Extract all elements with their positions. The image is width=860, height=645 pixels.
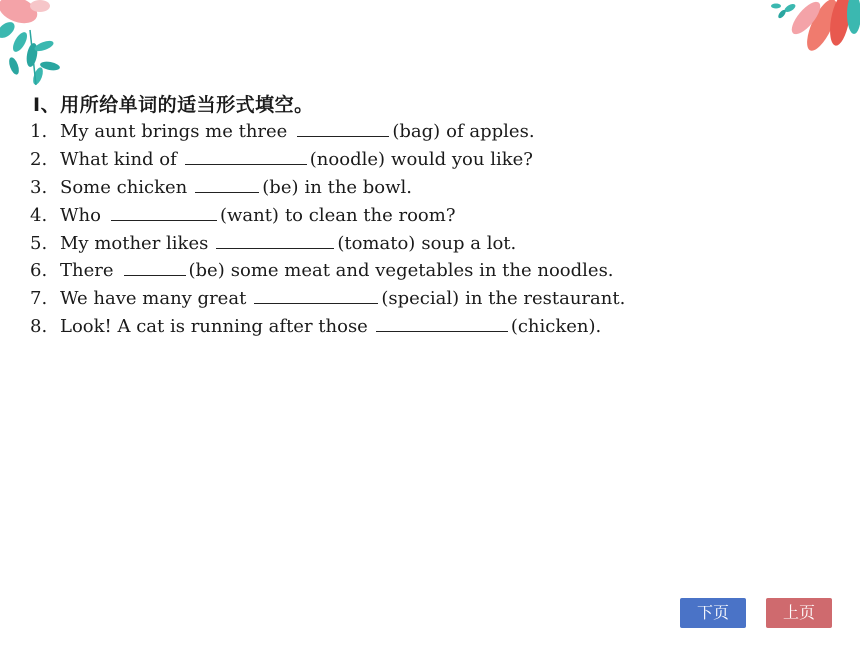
- next-page-button[interactable]: 下页: [680, 598, 746, 628]
- question-text-after: some meat and vegetables in the noodles.: [230, 260, 614, 282]
- question-text-before: My mother likes: [60, 232, 209, 254]
- question-text-before: Some chicken: [60, 176, 188, 198]
- question-number: 5.: [30, 232, 48, 254]
- word-hint: (tomato): [337, 232, 416, 254]
- question-1: [30, 118, 830, 146]
- question-text-after: would you like?: [391, 148, 533, 170]
- answer-blank[interactable]: [254, 302, 378, 304]
- question-text-before: Look! A cat is running after those: [60, 316, 368, 338]
- question-text-after: to clean the room?: [284, 204, 456, 226]
- question-text-after: in the bowl.: [304, 176, 413, 198]
- question-number: 1.: [30, 121, 48, 142]
- question-number: 2.: [30, 148, 48, 170]
- previous-page-button[interactable]: 上页: [766, 598, 832, 628]
- question-text-before: Who: [60, 204, 101, 226]
- question-number: 3.: [30, 176, 48, 198]
- exercise-heading: Ⅰ、用所给单词的适当形式填空。: [33, 94, 314, 116]
- answer-blank[interactable]: [376, 330, 508, 332]
- question-6: [30, 257, 830, 285]
- floral-decoration-right-icon: [730, 0, 860, 70]
- question-text-before: We have many great: [60, 288, 247, 310]
- question-text-before: There: [60, 260, 114, 282]
- question-text-before: What kind of: [60, 148, 177, 170]
- question-text-before: My aunt brings me three: [60, 121, 288, 142]
- question-4: [30, 202, 830, 230]
- answer-blank[interactable]: [216, 247, 334, 249]
- question-7: [30, 285, 830, 313]
- word-hint: (be): [262, 176, 299, 198]
- question-number: 7.: [30, 288, 48, 310]
- question-text-after: soup a lot.: [421, 232, 517, 254]
- question-text-after: in the restaurant.: [465, 288, 626, 310]
- word-hint: (chicken).: [510, 316, 602, 338]
- question-3: [30, 174, 830, 202]
- question-2: [30, 146, 830, 174]
- question-8: [30, 313, 830, 341]
- question-number: 4.: [30, 204, 48, 226]
- question-5: [30, 230, 830, 258]
- answer-blank[interactable]: [124, 274, 186, 276]
- question-number: 6.: [30, 260, 48, 282]
- answer-blank[interactable]: [195, 191, 259, 193]
- word-hint: (want): [219, 204, 279, 226]
- word-hint: (be): [188, 260, 225, 282]
- question-list: [30, 118, 830, 341]
- word-hint: (bag): [392, 121, 441, 142]
- word-hint: (special): [381, 288, 460, 310]
- question-text-after: of apples.: [446, 121, 535, 142]
- answer-blank[interactable]: [297, 135, 389, 137]
- word-hint: (noodle): [309, 148, 386, 170]
- question-number: 8.: [30, 316, 48, 338]
- answer-blank[interactable]: [111, 219, 217, 221]
- answer-blank[interactable]: [185, 163, 307, 165]
- floral-decoration-left-icon: [0, 0, 80, 95]
